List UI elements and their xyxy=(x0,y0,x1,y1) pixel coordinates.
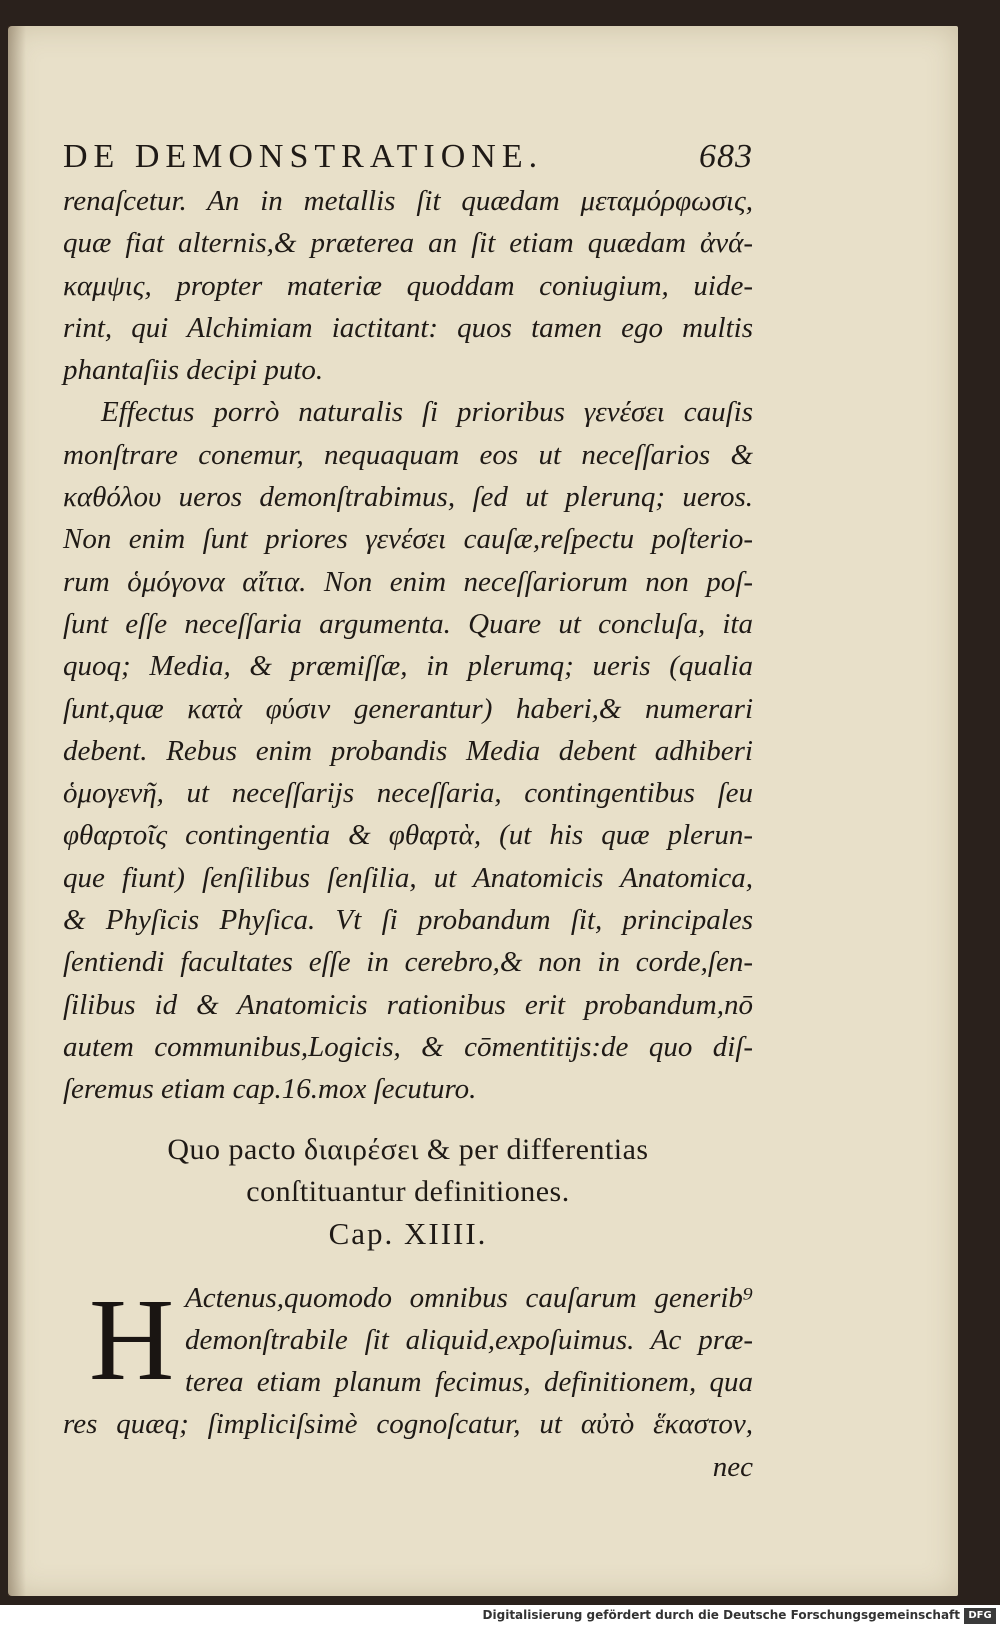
text-block xyxy=(63,138,753,1488)
text-line: καθόλου ueros demonſtrabimus, ſed ut plerunq; ueros. xyxy=(63,481,753,514)
paragraph-1 xyxy=(63,180,753,391)
paragraph-2 xyxy=(63,391,753,1110)
text-line: res quæq; ſimpliciſsimè cognoſcatur, ut αὐτὸ ἕκαστον, xyxy=(63,1408,753,1441)
book-page xyxy=(8,26,958,1596)
chapter-heading xyxy=(63,1129,753,1255)
drop-cap-initial: H xyxy=(89,1273,175,1405)
text-line: terea etiam planum fecimus, definitionem, qua xyxy=(185,1366,753,1399)
text-line: ſilibus id & Anatomicis rationibus erit probandum,nō xyxy=(63,988,753,1021)
text-line: ſentiendi facultates eſſe in cerebro,& non in corde,ſen- xyxy=(63,946,753,979)
text-line: ſunt,quæ κατὰ φύσιν generantur) haberi,& numerari xyxy=(63,692,753,725)
text-line: Effectus porrò naturalis ſi prioribus γενέσει cauſis xyxy=(101,396,753,429)
text-line: autem communibus,Logicis, & cōmentitijs:de quo diſ- xyxy=(63,1030,753,1063)
chapter-title-line-1: Quo pacto διαιρέσει & per differentias xyxy=(167,1132,649,1166)
digitization-credit: Digitalisierung gefördert durch die Deutsche Forschungsgemeinschaft xyxy=(482,1608,960,1622)
text-line: Non enim ſunt priores γενέσει cauſæ,reſpectu poſterio- xyxy=(63,523,753,556)
text-line: renaſcetur. An in metallis ſit quædam μεταμόρφωσις, xyxy=(63,185,753,217)
page-number: 683 xyxy=(699,138,753,175)
text-line: rum ὁμόγονα αἴτια. Non enim neceſſariorum non poſ- xyxy=(63,565,753,598)
text-line: monſtrare conemur, nequaquam eos ut neceſſarios & xyxy=(63,438,753,471)
text-line: quoq; Media, & præmiſſæ, in plerumq; ueris (qualia xyxy=(63,650,753,683)
text-line: rint, qui Alchimiam iactitant: quos tamen ego multis xyxy=(63,311,753,344)
text-line: φθαρτοῖς contingentia & φθαρτὰ, (ut his quæ plerun- xyxy=(63,819,753,852)
chapter-opening xyxy=(63,1273,753,1488)
text-line: ſunt eſſe neceſſaria argumenta. Quare ut concluſa, ita xyxy=(63,607,753,640)
running-head-title: DE DEMONSTRATIONE. xyxy=(63,138,544,175)
gutter-shadow xyxy=(8,26,26,1596)
chapter-number: Cap. XIIII. xyxy=(328,1215,488,1251)
text-line: phantaſiis decipi puto. xyxy=(63,354,324,387)
text-line: Actenus,quomodo omnibus cauſarum generib⁹ xyxy=(185,1281,753,1314)
text-line: ſeremus etiam cap.16.mox ſecuturo. xyxy=(63,1073,477,1106)
text-line: demonſtrabile ſit aliquid,expoſuimus. Ac præ- xyxy=(185,1323,753,1356)
running-head xyxy=(63,138,753,176)
text-line: & Phyſicis Phyſica. Vt ſi probandum ſit, principales xyxy=(63,904,753,937)
text-line: ὁμογενῆ, ut neceſſarijs neceſſaria, contingentibus ſeu xyxy=(63,777,753,810)
footer-bar xyxy=(0,1605,1000,1628)
text-line: que fiunt) ſenſilibus ſenſilia, ut Anatomicis Anatomica, xyxy=(63,861,753,894)
catchword: nec xyxy=(712,1450,753,1483)
chapter-title-line-2: conſtituantur definitiones. xyxy=(246,1174,570,1208)
text-line: debent. Rebus enim probandis Media debent adhiberi xyxy=(63,734,753,767)
dfg-logo: DFG xyxy=(964,1608,996,1624)
text-line: quæ fiat alternis,& præterea an ſit etiam quædam ἀνά- xyxy=(63,227,753,260)
text-line: καμψις, propter materiæ quoddam coniugium, uide- xyxy=(63,269,753,302)
